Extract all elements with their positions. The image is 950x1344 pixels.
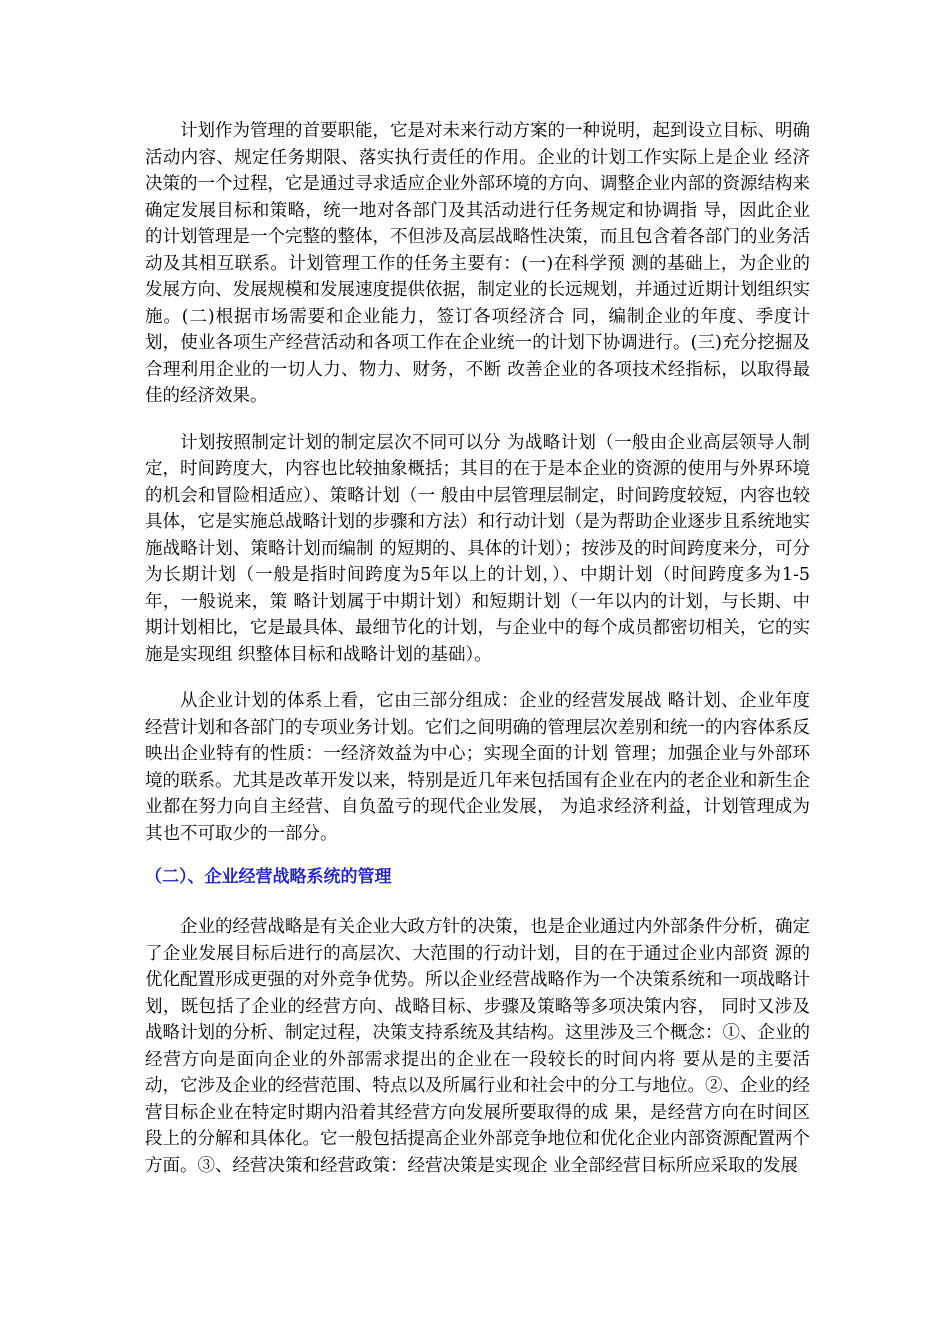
document-page bbox=[145, 118, 810, 1179]
paragraph-planning-function: 计划作为管理的首要职能，它是对未来行动方案的一种说明，起到设立目标、明确活动内容、规定任务期限、落实执行责任的作用。企业的计划工作实际上是企业 经济决策的一个过程，它是通过寻求适应企业外部环境的方向、调整企业内部的资源结构来确定发展目标和策略，统一地对各部门及其活动进行任务规定和协调指 导，因此企业的计划管理是一个完整的整体，不但涉及高层战略性决策，而且包含着各部门的业务活动及其相互联系。计划管理工作的任务主要有：(一)在科学预 测的基础上，为企业的发展方向、发展规模和发展速度提供依据，制定业的长远规划，并通过近期计划组织实施。(二)根据市场需要和企业能力，签订各项经济合 同，编制企业的年度、季度计划，使业各项生产经营活动和各项工作在企业统一的计划下协调进行。(三)充分挖掘及合理利用企业的一切人力、物力、财务，不断 改善企业的各项技术经指标，以取得最佳的经济效果。 bbox=[145, 121, 810, 406]
paragraph-business-strategy: 企业的经营战略是有关企业大政方针的决策，也是企业通过内外部条件分析，确定了企业发展目标后进行的高层次、大范围的行动计划，目的在于通过企业内部资 源的优化配置形成更强的对外竞争优势。所以企业经营战略作为一个决策系统和一项战略计划，既包括了企业的经营方向、战略目标、步骤及策略等多项决策内容， 同时又涉及战略计划的分析、制定过程，决策支持系统及其结构。这里涉及三个概念：①、企业的经营方向是面向企业的外部需求提出的企业在一段较长的时间内将 要从是的主要活动，它涉及企业的经营范围、特点以及所属行业和社会中的分工与地位。②、企业的经营目标企业在特定时期内沿着其经营方向发展所要取得的成 果，是经营方向在时间区段上的分解和具体化。它一般包括提高企业外部竞争地位和优化企业内部资源配置两个方面。③、经营决策和经营政策：经营决策是实现企 业全部经营目标所应采取的发展 bbox=[145, 917, 810, 1176]
paragraph-plan-types: 计划按照制定计划的制定层次不同可以分 为战略计划（一般由企业高层领导人制定，时间跨度大，内容也比较抽象概括；其目的在于是本企业的资源的使用与外界环境的机会和冒险相适应）、策略计划（一 般由中层管理层制定，时间跨度较短，内容也较具体，它是实施总战略计划的步骤和方法）和行动计划（是为帮助企业逐步且系统地实施战略计划、策略计划而编制 的短期的、具体的计划）；按涉及的时间跨度来分，可分为长期计划（一般是指时间跨度为5年以上的计划，）、中期计划（时间跨度多为1-5年，一般说来，策 略计划属于中期计划）和短期计划（一年以内的计划，与长期、中期计划相比，它是最具体、最细节化的计划，与企业中的每个成员都密切相关，它的实施是实现组 织整体目标和战略计划的基础）。 bbox=[145, 432, 810, 665]
paragraph-plan-system: 从企业计划的体系上看，它由三部分组成：企业的经营发展战 略计划、企业年度经营计划和各部门的专项业务计划。它们之间明确的管理层次差别和统一的内容体系反映出企业特有的性质：一经济效益为中心；实现全面的计划 管理；加强企业与外部环境的联系。尤其是改革开发以来，特别是近几年来包括国有企业在内的老企业和新生企业都在努力向自主经营、自负盈亏的现代企业发展， 为追求经济利益，计划管理成为其也不可取少的一部分。 bbox=[145, 691, 810, 844]
section-heading: （二）、企业经营战略系统的管理 bbox=[145, 867, 392, 887]
